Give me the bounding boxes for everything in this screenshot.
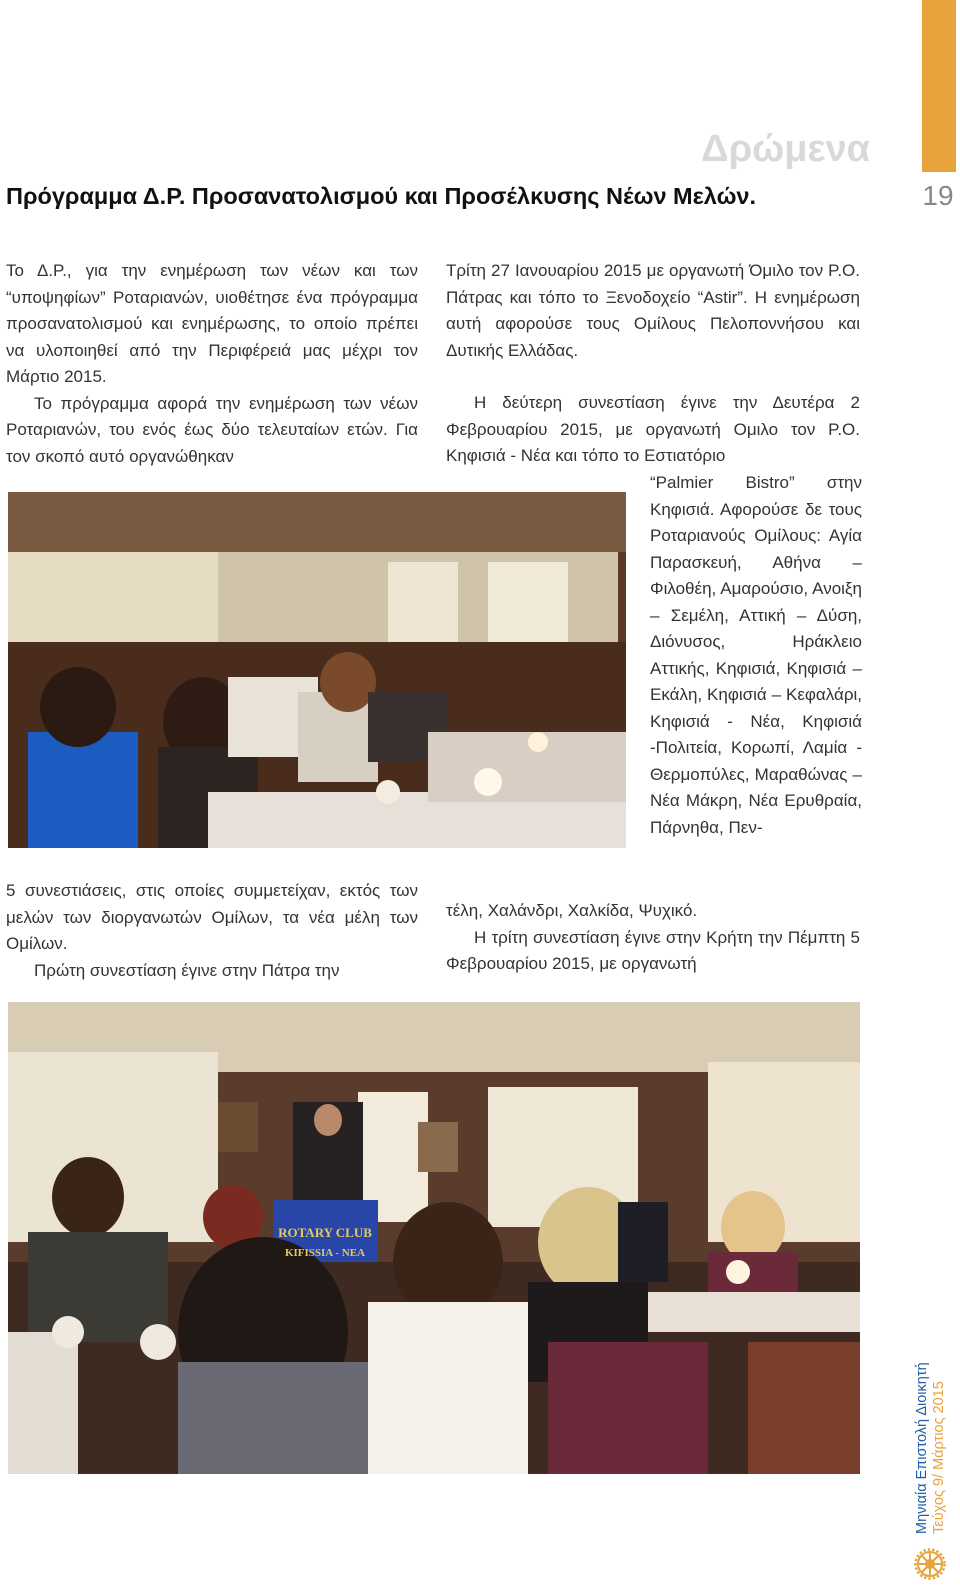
right-column-bottom xyxy=(446,898,860,978)
paragraph: Πρώτη συνεστίαση έγινε στην Πάτρα την xyxy=(34,960,340,980)
paragraph: 5 συνεστιάσεις, στις οποίες συμμετείχαν, εκτός των μελών των διοργανωτών Ομίλων, τα νέα μέλη των Ομίλων. xyxy=(6,881,418,953)
dinner-photo-kifisia xyxy=(8,492,626,848)
right-column-top xyxy=(446,258,860,470)
paragraph: Η τρίτη συνεστίαση έγινε στην Κρήτη την Πέμπτη 5 Φεβρουαρίου 2015, με οργανωτή xyxy=(446,927,860,973)
left-column-top xyxy=(6,258,418,470)
paragraph: τέλη, Χαλάνδρι, Χαλκίδα, Ψυχικό. xyxy=(446,901,698,920)
banner-text-line1: ROTARY CLUB xyxy=(278,1225,372,1240)
publication-title: Μηνιαία Επιστολή Διοικητή xyxy=(914,1362,930,1534)
accent-bar xyxy=(922,0,956,172)
left-column-bottom xyxy=(6,878,418,984)
paragraph: Τρίτη 27 Ιανουαρίου 2015 με οργανωτή Όμιλο τον Ρ.Ο. Πάτρας και τόπο το Ξενοδοχείο “Astir”. Η ενημέρωση αυτή αφορούσε τους Ομίλους Πελοποννήσου και Δυτικής Ελλάδας. xyxy=(446,261,860,360)
paragraph: “Palmier Bistro” στην Κηφισιά. Αφορούσε δε τους Ροταριανούς Ομίλους: Αγία Παρασκευή, Αθήνα – Φιλοθέη, Αμαρούσιο, Ανοιξη – Σεμέλη, Αττική – Δύση, Διόνυσος, Ηράκλειο Αττικής, Κηφισιά, Κηφισιά –Εκάλη, Κηφισιά – Κεφαλάρι, Κηφισιά - Νέα, Κηφισιά -Πολιτεία, Κορωπί, Λαμία - Θερμοπύλες, Μαραθώνας – Νέα Μάκρη, Νέα Ερυθραία, Πάρνηθα, Πεν- xyxy=(650,473,862,837)
page-number: 19 xyxy=(922,180,954,211)
section-title: Δρώμενα xyxy=(701,128,870,170)
article-headline: Πρόγραμμα Δ.Ρ. Προσανατολισμού και Προσέλκυσης Νέων Μελών. xyxy=(6,183,757,209)
dinner-photo-speaker xyxy=(8,1002,860,1474)
paragraph: Το πρόγραμμα αφορά την ενημέρωση των νέων Ροταριανών, του ενός έως δύο τελευταίων ετών. Για τον σκοπό αυτό οργανώθηκαν xyxy=(6,393,418,466)
right-column-narrow xyxy=(650,470,862,841)
publication-label xyxy=(914,1362,948,1534)
rotary-wheel-icon xyxy=(914,1548,946,1580)
issue-info: Τεύχος 9/ Μάρτιος 2015 xyxy=(931,1381,947,1534)
paragraph: Η δεύτερη συνεστίαση έγινε την Δευτέρα 2 Φεβρουαρίου 2015, με οργανωτή Ομιλο τον Ρ.Ο. Κηφισιά - Νέα και τόπο το Εστιατόριο xyxy=(446,393,860,465)
banner-text-line2: KIFISSIA - ΝΕΑ xyxy=(284,1247,366,1259)
paragraph: Το Δ.Ρ., για την ενημέρωση των νέων και των “υποψηφίων” Ροταριανών, υιοθέτησε ένα πρόγραμμα προσανατολισμού και ενημέρωσης, το οποίο πρέπει να υλοποιηθεί από την Περιφέρειά μας μέχρι τον Μάρτιο 2015. xyxy=(6,261,418,386)
